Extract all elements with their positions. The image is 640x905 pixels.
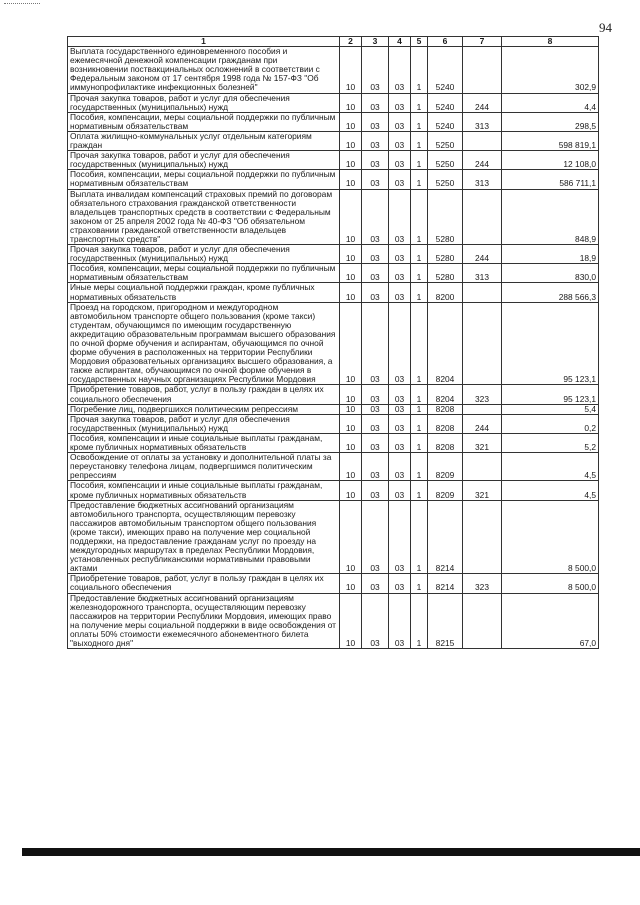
code-col5: 1 — [411, 593, 428, 649]
column-header: 4 — [389, 37, 411, 47]
table-header-row — [68, 37, 599, 47]
code-col2: 10 — [340, 453, 362, 481]
code-col3: 03 — [362, 112, 389, 131]
table-row — [68, 131, 599, 150]
code-col5: 1 — [411, 433, 428, 452]
code-col4: 03 — [389, 245, 411, 264]
code-col4: 03 — [389, 151, 411, 170]
code-col5: 1 — [411, 414, 428, 433]
amount-cell: 5,2 — [502, 433, 599, 452]
table-row — [68, 453, 599, 481]
code-col6: 8208 — [428, 414, 463, 433]
amount-cell: 302,9 — [502, 47, 599, 93]
amount-cell: 95 123,1 — [502, 302, 599, 385]
code-col3: 03 — [362, 302, 389, 385]
code-col6: 5240 — [428, 47, 463, 93]
row-description: Прочая закупка товаров, работ и услуг для обеспечения государственных (муниципальных) нужд — [68, 151, 340, 170]
amount-cell: 298,5 — [502, 112, 599, 131]
code-col4: 03 — [389, 404, 411, 414]
code-col6: 8208 — [428, 433, 463, 452]
code-col5: 1 — [411, 47, 428, 93]
column-header: 8 — [502, 37, 599, 47]
code-col7 — [463, 189, 502, 245]
code-col4: 03 — [389, 414, 411, 433]
table-row — [68, 404, 599, 414]
row-description: Освобождение от оплаты за установку и дополнительной платы за переустановку телефона лицам, подвергшимся политическим репрессиям — [68, 453, 340, 481]
code-col4: 03 — [389, 189, 411, 245]
code-col7: 321 — [463, 481, 502, 500]
code-col6: 5280 — [428, 189, 463, 245]
amount-cell: 0,2 — [502, 414, 599, 433]
scan-artifact — [4, 3, 40, 10]
code-col4: 03 — [389, 112, 411, 131]
code-col6: 8214 — [428, 574, 463, 593]
code-col3: 03 — [362, 500, 389, 574]
code-col3: 03 — [362, 93, 389, 112]
amount-cell: 4,5 — [502, 481, 599, 500]
code-col7: 244 — [463, 245, 502, 264]
code-col7 — [463, 47, 502, 93]
code-col2: 10 — [340, 574, 362, 593]
table-row — [68, 245, 599, 264]
amount-cell: 288 566,3 — [502, 283, 599, 302]
code-col3: 03 — [362, 131, 389, 150]
code-col6: 5280 — [428, 245, 463, 264]
table-row — [68, 151, 599, 170]
row-description: Пособия, компенсации, меры социальной поддержки по публичным нормативным обязательствам — [68, 112, 340, 131]
amount-cell: 830,0 — [502, 264, 599, 283]
amount-cell: 848,9 — [502, 189, 599, 245]
row-description: Прочая закупка товаров, работ и услуг для обеспечения государственных (муниципальных) нужд — [68, 93, 340, 112]
code-col2: 10 — [340, 433, 362, 452]
code-col2: 10 — [340, 404, 362, 414]
code-col3: 03 — [362, 453, 389, 481]
code-col5: 1 — [411, 385, 428, 404]
code-col5: 1 — [411, 189, 428, 245]
code-col7: 313 — [463, 112, 502, 131]
column-header: 7 — [463, 37, 502, 47]
code-col6: 8208 — [428, 404, 463, 414]
code-col7: 244 — [463, 93, 502, 112]
code-col6: 8214 — [428, 500, 463, 574]
table-row — [68, 593, 599, 649]
code-col5: 1 — [411, 93, 428, 112]
code-col2: 10 — [340, 302, 362, 385]
table-row — [68, 481, 599, 500]
scan-bottom-bar — [22, 848, 640, 856]
row-description: Иные меры социальной поддержки граждан, кроме публичных нормативных обязательств — [68, 283, 340, 302]
code-col7: 313 — [463, 264, 502, 283]
table-row — [68, 500, 599, 574]
amount-cell: 12 108,0 — [502, 151, 599, 170]
code-col4: 03 — [389, 302, 411, 385]
code-col7: 323 — [463, 574, 502, 593]
code-col4: 03 — [389, 500, 411, 574]
code-col3: 03 — [362, 481, 389, 500]
table-row — [68, 283, 599, 302]
code-col2: 10 — [340, 189, 362, 245]
amount-cell: 4,5 — [502, 453, 599, 481]
code-col5: 1 — [411, 481, 428, 500]
table-row — [68, 414, 599, 433]
row-description: Пособия, компенсации, меры социальной поддержки по публичным нормативным обязательствам — [68, 264, 340, 283]
code-col6: 8204 — [428, 302, 463, 385]
column-header: 5 — [411, 37, 428, 47]
table-row — [68, 433, 599, 452]
code-col6: 5280 — [428, 264, 463, 283]
code-col4: 03 — [389, 283, 411, 302]
code-col5: 1 — [411, 574, 428, 593]
code-col2: 10 — [340, 593, 362, 649]
amount-cell: 598 819,1 — [502, 131, 599, 150]
code-col7: 313 — [463, 170, 502, 189]
code-col6: 5250 — [428, 151, 463, 170]
code-col7 — [463, 302, 502, 385]
code-col2: 10 — [340, 414, 362, 433]
code-col2: 10 — [340, 93, 362, 112]
code-col5: 1 — [411, 453, 428, 481]
code-col4: 03 — [389, 47, 411, 93]
code-col6: 5250 — [428, 131, 463, 150]
code-col3: 03 — [362, 433, 389, 452]
code-col6: 5250 — [428, 170, 463, 189]
code-col6: 8200 — [428, 283, 463, 302]
table-row — [68, 385, 599, 404]
code-col7 — [463, 404, 502, 414]
table-row — [68, 93, 599, 112]
code-col4: 03 — [389, 453, 411, 481]
code-col2: 10 — [340, 47, 362, 93]
amount-cell: 586 711,1 — [502, 170, 599, 189]
amount-cell: 8 500,0 — [502, 574, 599, 593]
code-col7: 244 — [463, 151, 502, 170]
row-description: Погребение лиц, подвергшихся политическим репрессиям — [68, 404, 340, 414]
row-description: Пособия, компенсации, меры социальной поддержки по публичным нормативным обязательствам — [68, 170, 340, 189]
code-col2: 10 — [340, 500, 362, 574]
code-col4: 03 — [389, 433, 411, 452]
code-col3: 03 — [362, 404, 389, 414]
column-header: 2 — [340, 37, 362, 47]
row-description: Предоставление бюджетных ассигнований организациям автомобильного транспорта, осуществляющим перевозку пассажиров автомобильным транспортом общего пользования (кроме такси), имеющих право на получение мер социальной поддержки, на предоставление гражданам услуг по проезду на междугородных маршрутах в пределах Республики Мордовия, установленных республиканскими нормативными правовыми актами — [68, 500, 340, 574]
code-col3: 03 — [362, 245, 389, 264]
code-col5: 1 — [411, 151, 428, 170]
code-col7: 323 — [463, 385, 502, 404]
code-col4: 03 — [389, 170, 411, 189]
code-col3: 03 — [362, 189, 389, 245]
code-col4: 03 — [389, 593, 411, 649]
code-col2: 10 — [340, 385, 362, 404]
code-col7 — [463, 131, 502, 150]
code-col5: 1 — [411, 500, 428, 574]
table-row — [68, 574, 599, 593]
code-col3: 03 — [362, 385, 389, 404]
code-col5: 1 — [411, 112, 428, 131]
code-col2: 10 — [340, 112, 362, 131]
code-col6: 8209 — [428, 453, 463, 481]
code-col5: 1 — [411, 170, 428, 189]
code-col7 — [463, 593, 502, 649]
code-col4: 03 — [389, 93, 411, 112]
code-col5: 1 — [411, 302, 428, 385]
code-col2: 10 — [340, 170, 362, 189]
row-description: Пособия, компенсации и иные социальные выплаты гражданам, кроме публичных нормативных обязательств — [68, 433, 340, 452]
row-description: Выплата инвалидам компенсаций страховых премий по договорам обязательного страхования гражданской ответственности владельцев транспортных средств в соответствии с Федеральным законом от 25 апреля 2002 года № 40-ФЗ "Об обязательном страховании гражданской ответственности владельцев транспортных средств" — [68, 189, 340, 245]
code-col2: 10 — [340, 131, 362, 150]
code-col7: 244 — [463, 414, 502, 433]
code-col7: 321 — [463, 433, 502, 452]
code-col4: 03 — [389, 264, 411, 283]
budget-table — [67, 36, 599, 649]
row-description: Проезд на городском, пригородном и междугородном автомобильном транспорте общего пользования (кроме такси) студентам, обучающимся по имеющим государственную аккредитацию образовательным программам высшего образования по очной форме обучения и аспирантам, обучающимся по очной форме обучения в расположенных на территории Республики Мордовия образовательных организациях высшего образования, а также аспирантам, обучающимся по очной форме обучения в государственных научных организациях Республики Мордовия — [68, 302, 340, 385]
table-row — [68, 264, 599, 283]
code-col3: 03 — [362, 414, 389, 433]
amount-cell: 5,4 — [502, 404, 599, 414]
code-col4: 03 — [389, 131, 411, 150]
table-row — [68, 170, 599, 189]
code-col2: 10 — [340, 283, 362, 302]
row-description: Предоставление бюджетных ассигнований организациям железнодорожного транспорта, осуществляющим перевозку пассажиров на территории Республики Мордовия, имеющих право на получение меры социальной поддержки в виде освобождения от оплаты 50% стоимости ежемесячного абонементного билета "выходного дня" — [68, 593, 340, 649]
code-col5: 1 — [411, 404, 428, 414]
amount-cell: 67,0 — [502, 593, 599, 649]
column-header: 1 — [68, 37, 340, 47]
column-header: 6 — [428, 37, 463, 47]
row-description: Прочая закупка товаров, работ и услуг для обеспечения государственных (муниципальных) нужд — [68, 245, 340, 264]
table-row — [68, 302, 599, 385]
code-col5: 1 — [411, 245, 428, 264]
row-description: Пособия, компенсации и иные социальные выплаты гражданам, кроме публичных нормативных обязательств — [68, 481, 340, 500]
code-col3: 03 — [362, 283, 389, 302]
code-col3: 03 — [362, 593, 389, 649]
code-col3: 03 — [362, 574, 389, 593]
code-col6: 5240 — [428, 112, 463, 131]
code-col7 — [463, 283, 502, 302]
row-description: Прочая закупка товаров, работ и услуг для обеспечения государственных (муниципальных) нужд — [68, 414, 340, 433]
code-col5: 1 — [411, 264, 428, 283]
amount-cell: 18,9 — [502, 245, 599, 264]
code-col3: 03 — [362, 170, 389, 189]
code-col4: 03 — [389, 574, 411, 593]
code-col4: 03 — [389, 481, 411, 500]
code-col7 — [463, 453, 502, 481]
code-col4: 03 — [389, 385, 411, 404]
amount-cell: 95 123,1 — [502, 385, 599, 404]
amount-cell: 4,4 — [502, 93, 599, 112]
code-col3: 03 — [362, 47, 389, 93]
code-col5: 1 — [411, 131, 428, 150]
page-number: 94 — [599, 20, 612, 35]
code-col3: 03 — [362, 151, 389, 170]
table-row — [68, 47, 599, 93]
code-col5: 1 — [411, 283, 428, 302]
row-description: Приобретение товаров, работ, услуг в пользу граждан в целях их социального обеспечения — [68, 385, 340, 404]
row-description: Оплата жилищно-коммунальных услуг отдельным категориям граждан — [68, 131, 340, 150]
code-col2: 10 — [340, 481, 362, 500]
code-col2: 10 — [340, 151, 362, 170]
table-row — [68, 112, 599, 131]
code-col2: 10 — [340, 264, 362, 283]
row-description: Выплата государственного единовременного пособия и ежемесячной денежной компенсации гражданам при возникновении поствакцинальных осложнений в соответствии с Федеральным законом от 17 сентября 1998 года № 157-ФЗ "Об иммунопрофилактике инфекционных болезней" — [68, 47, 340, 93]
code-col6: 8209 — [428, 481, 463, 500]
code-col6: 5240 — [428, 93, 463, 112]
code-col7 — [463, 500, 502, 574]
row-description: Приобретение товаров, работ, услуг в пользу граждан в целях их социального обеспечения — [68, 574, 340, 593]
column-header: 3 — [362, 37, 389, 47]
code-col6: 8215 — [428, 593, 463, 649]
table-row — [68, 189, 599, 245]
amount-cell: 8 500,0 — [502, 500, 599, 574]
code-col2: 10 — [340, 245, 362, 264]
code-col6: 8204 — [428, 385, 463, 404]
code-col3: 03 — [362, 264, 389, 283]
